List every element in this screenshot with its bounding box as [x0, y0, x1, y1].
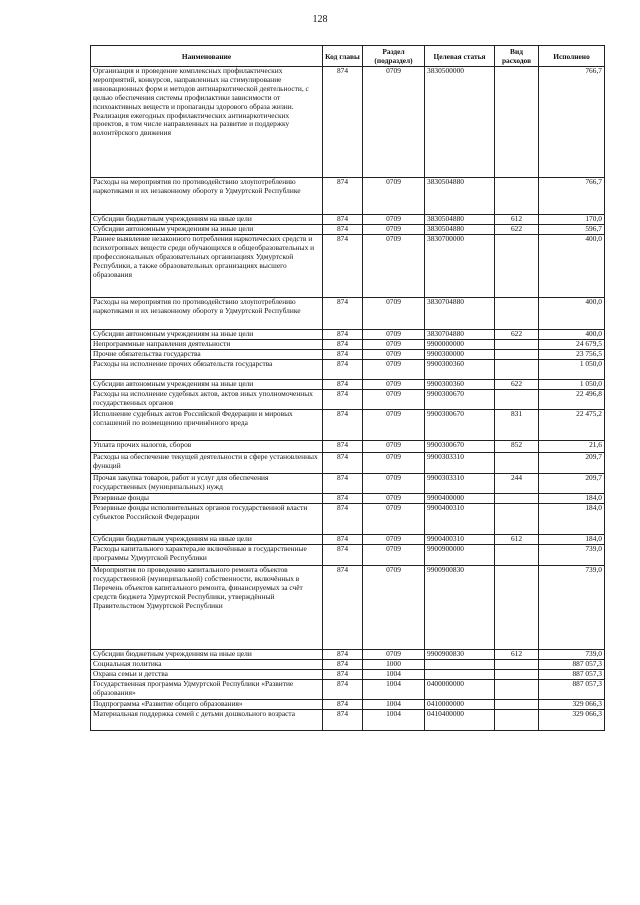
- row-article-cell: 3830704880: [425, 330, 495, 340]
- row-name-cell: Прочая закупка товаров, работ и услуг для обеспечения государственных (муниципальных) нужд: [91, 474, 323, 494]
- row-kind-cell: [495, 680, 539, 700]
- row-kind-cell: 244: [495, 474, 539, 494]
- row-section-cell: 0709: [363, 545, 425, 566]
- row-article-cell: 9900300360: [425, 360, 495, 380]
- row-amount-cell: 24 679,5: [539, 340, 605, 350]
- table-row: [91, 178, 605, 215]
- row-section-cell: 0709: [363, 298, 425, 330]
- row-code-cell: 874: [323, 700, 363, 710]
- row-article-cell: 9900900000: [425, 545, 495, 566]
- row-article-cell: 9900300670: [425, 390, 495, 410]
- table-row: [91, 670, 605, 680]
- row-name-cell: Субсидии автономным учреждениям на иные цели: [91, 225, 323, 235]
- row-kind-cell: [495, 235, 539, 298]
- row-name-cell: Социальная политика: [91, 660, 323, 670]
- row-section-cell: 0709: [363, 441, 425, 453]
- table-row: [91, 710, 605, 731]
- row-amount-cell: 170,0: [539, 215, 605, 225]
- row-code-cell: 874: [323, 535, 363, 545]
- table-row: [91, 474, 605, 494]
- row-article-cell: 3830704880: [425, 298, 495, 330]
- row-kind-cell: [495, 504, 539, 535]
- table-row: [91, 225, 605, 235]
- table-body: [91, 67, 605, 731]
- row-amount-cell: 887 057,3: [539, 680, 605, 700]
- row-code-cell: 874: [323, 225, 363, 235]
- row-code-cell: 874: [323, 566, 363, 650]
- row-amount-cell: 209,7: [539, 474, 605, 494]
- row-amount-cell: 400,0: [539, 235, 605, 298]
- row-amount-cell: 1 050,0: [539, 360, 605, 380]
- table-row: [91, 441, 605, 453]
- row-section-cell: 0709: [363, 340, 425, 350]
- table-row: [91, 453, 605, 474]
- row-article-cell: [425, 660, 495, 670]
- row-code-cell: 874: [323, 215, 363, 225]
- row-amount-cell: 329 066,3: [539, 710, 605, 731]
- row-article-cell: [425, 670, 495, 680]
- table-row: [91, 545, 605, 566]
- row-name-cell: Расходы на мероприятия по противодействию злоупотреблению наркотиками и их незаконному обороту в Удмуртской Республике: [91, 178, 323, 215]
- row-kind-cell: [495, 350, 539, 360]
- row-section-cell: 0709: [363, 235, 425, 298]
- row-amount-cell: 596,7: [539, 225, 605, 235]
- row-amount-cell: 766,7: [539, 178, 605, 215]
- row-name-cell: Субсидии автономным учреждениям на иные цели: [91, 330, 323, 340]
- row-code-cell: 874: [323, 298, 363, 330]
- row-article-cell: 3830504880: [425, 178, 495, 215]
- row-article-cell: 9900303310: [425, 474, 495, 494]
- row-amount-cell: 184,0: [539, 504, 605, 535]
- table-row: [91, 535, 605, 545]
- row-amount-cell: 739,0: [539, 650, 605, 660]
- header-code: Код главы: [323, 46, 363, 67]
- row-kind-cell: 622: [495, 225, 539, 235]
- row-name-cell: Субсидии бюджетным учреждениям на иные цели: [91, 215, 323, 225]
- row-article-cell: 9900300000: [425, 350, 495, 360]
- row-article-cell: 9900300670: [425, 441, 495, 453]
- row-section-cell: 0709: [363, 360, 425, 380]
- row-code-cell: 874: [323, 650, 363, 660]
- row-kind-cell: [495, 545, 539, 566]
- row-section-cell: 0709: [363, 67, 425, 178]
- row-kind-cell: 612: [495, 215, 539, 225]
- row-name-cell: Мероприятия по проведению капитального ремонта объектов государственной (муниципальной) собственности, включённых в Перечень объектов капитального ремонта, финансируемых за счёт средств бюджета Удмуртской Республики, утверждённый Правительством Удмуртской Республики: [91, 566, 323, 650]
- row-kind-cell: [495, 453, 539, 474]
- row-amount-cell: 1 050,0: [539, 380, 605, 390]
- row-code-cell: 874: [323, 330, 363, 340]
- row-code-cell: 874: [323, 504, 363, 535]
- row-kind-cell: 852: [495, 441, 539, 453]
- row-amount-cell: 739,0: [539, 566, 605, 650]
- row-article-cell: 9900000000: [425, 340, 495, 350]
- row-kind-cell: 612: [495, 535, 539, 545]
- table-row: [91, 298, 605, 330]
- row-kind-cell: 831: [495, 410, 539, 441]
- row-name-cell: Субсидии бюджетным учреждениям на иные цели: [91, 535, 323, 545]
- row-article-cell: 3830504880: [425, 215, 495, 225]
- row-article-cell: 9900900830: [425, 566, 495, 650]
- row-name-cell: Материальная поддержка семей с детьми дошкольного возраста: [91, 710, 323, 731]
- row-article-cell: 9900303310: [425, 453, 495, 474]
- row-amount-cell: 887 057,3: [539, 670, 605, 680]
- table-row: [91, 566, 605, 650]
- row-code-cell: 874: [323, 474, 363, 494]
- row-article-cell: 0410400000: [425, 710, 495, 731]
- budget-table: [90, 45, 605, 731]
- header-section: Раздел (подраздел): [363, 46, 425, 67]
- header-amount: Исполнено: [539, 46, 605, 67]
- row-code-cell: 874: [323, 235, 363, 298]
- table-row: [91, 504, 605, 535]
- table-row: [91, 360, 605, 380]
- row-kind-cell: [495, 390, 539, 410]
- row-name-cell: Исполнение судебных актов Российской Федерации и мировых соглашений по возмещению причинённого вреда: [91, 410, 323, 441]
- row-code-cell: 874: [323, 380, 363, 390]
- row-code-cell: 874: [323, 390, 363, 410]
- row-kind-cell: 612: [495, 650, 539, 660]
- row-section-cell: 0709: [363, 650, 425, 660]
- row-section-cell: 1000: [363, 660, 425, 670]
- row-amount-cell: 209,7: [539, 453, 605, 474]
- row-code-cell: 874: [323, 350, 363, 360]
- row-section-cell: 0709: [363, 390, 425, 410]
- row-section-cell: 0709: [363, 494, 425, 504]
- row-kind-cell: 622: [495, 330, 539, 340]
- row-name-cell: Расходы капитального характера,не включённые в государственные программы Удмуртской Республики: [91, 545, 323, 566]
- row-section-cell: 1004: [363, 680, 425, 700]
- row-kind-cell: [495, 710, 539, 731]
- row-code-cell: 874: [323, 660, 363, 670]
- row-name-cell: Расходы на исполнение прочих обязательств государства: [91, 360, 323, 380]
- table-row: [91, 410, 605, 441]
- row-article-cell: 9900900830: [425, 650, 495, 660]
- row-section-cell: 0709: [363, 350, 425, 360]
- row-amount-cell: 400,0: [539, 298, 605, 330]
- table-row: [91, 650, 605, 660]
- row-article-cell: 9900400310: [425, 535, 495, 545]
- row-kind-cell: [495, 700, 539, 710]
- row-article-cell: 9900300360: [425, 380, 495, 390]
- table-row: [91, 494, 605, 504]
- table-row: [91, 380, 605, 390]
- row-name-cell: Государственная программа Удмуртской Республики «Развитие образования»: [91, 680, 323, 700]
- row-section-cell: 1004: [363, 700, 425, 710]
- row-section-cell: 0709: [363, 410, 425, 441]
- table-row: [91, 660, 605, 670]
- row-code-cell: 874: [323, 680, 363, 700]
- row-name-cell: Охрана семьи и детства: [91, 670, 323, 680]
- table-row: [91, 390, 605, 410]
- row-article-cell: 3830500000: [425, 67, 495, 178]
- row-kind-cell: [495, 340, 539, 350]
- header-article: Целевая статья: [425, 46, 495, 67]
- row-section-cell: 0709: [363, 453, 425, 474]
- row-code-cell: 874: [323, 178, 363, 215]
- row-name-cell: Расходы на мероприятия по противодействию злоупотреблению наркотиками и их незаконному обороту в Удмуртской Республике: [91, 298, 323, 330]
- row-name-cell: Резервные фонды: [91, 494, 323, 504]
- row-kind-cell: [495, 67, 539, 178]
- row-kind-cell: [495, 178, 539, 215]
- row-code-cell: 874: [323, 410, 363, 441]
- table-row: [91, 340, 605, 350]
- row-code-cell: 874: [323, 67, 363, 178]
- row-code-cell: 874: [323, 494, 363, 504]
- row-article-cell: 0400000000: [425, 680, 495, 700]
- row-code-cell: 874: [323, 340, 363, 350]
- row-section-cell: 1004: [363, 710, 425, 731]
- row-name-cell: Расходы на обеспечение текущей деятельности в сфере установленных функций: [91, 453, 323, 474]
- row-name-cell: Резервные фонды исполнительных органов государственной власти субъектов Российской Федерации: [91, 504, 323, 535]
- row-kind-cell: [495, 660, 539, 670]
- table-row: [91, 330, 605, 340]
- row-amount-cell: 766,7: [539, 67, 605, 178]
- row-code-cell: 874: [323, 670, 363, 680]
- page-number: 128: [312, 14, 328, 25]
- row-amount-cell: 184,0: [539, 535, 605, 545]
- row-name-cell: Раннее выявление незаконного потребления наркотических средств и психотропных веществ среди обучающихся в общеобразовательных и профессиональных образовательных организациях Удмуртской Республики, а также образовательных организациях высшего образования: [91, 235, 323, 298]
- row-name-cell: Подпрограмма «Развитие общего образования»: [91, 700, 323, 710]
- header-name: Наименование: [91, 46, 323, 67]
- row-name-cell: Прочие обязательства государства: [91, 350, 323, 360]
- row-article-cell: 0410000000: [425, 700, 495, 710]
- row-article-cell: 9900400000: [425, 494, 495, 504]
- table-row: [91, 350, 605, 360]
- row-code-cell: 874: [323, 441, 363, 453]
- row-section-cell: 0709: [363, 178, 425, 215]
- row-section-cell: 0709: [363, 215, 425, 225]
- table-row: [91, 700, 605, 710]
- row-amount-cell: 21,6: [539, 441, 605, 453]
- row-amount-cell: 329 066,3: [539, 700, 605, 710]
- row-amount-cell: 22 496,8: [539, 390, 605, 410]
- row-name-cell: Расходы на исполнение судебных актов, актов иных уполномоченных государственных органов: [91, 390, 323, 410]
- table-header-row: [91, 46, 605, 67]
- row-section-cell: 0709: [363, 566, 425, 650]
- row-section-cell: 1004: [363, 670, 425, 680]
- table-row: [91, 680, 605, 700]
- row-kind-cell: [495, 670, 539, 680]
- row-article-cell: 3830504880: [425, 225, 495, 235]
- row-code-cell: 874: [323, 360, 363, 380]
- row-amount-cell: 739,0: [539, 545, 605, 566]
- row-amount-cell: 22 475,2: [539, 410, 605, 441]
- row-amount-cell: 184,0: [539, 494, 605, 504]
- row-name-cell: Организация и проведение комплексных профилактических мероприятий, конкурсов, направленных на стимулирование инновационных форм и методов антинаркотической деятельности, с целью обеспечения системы профилактики зависимости от психоактивных веществ и пропаганды здорового образа жизни. Реализация ежегодных профилактических антинаркотических проектов, в том числе направленных на развитие и поддержку волонтёрского движения: [91, 67, 323, 178]
- row-kind-cell: [495, 360, 539, 380]
- row-section-cell: 0709: [363, 504, 425, 535]
- row-kind-cell: 622: [495, 380, 539, 390]
- row-code-cell: 874: [323, 453, 363, 474]
- row-name-cell: Субсидии автономным учреждениям на иные цели: [91, 380, 323, 390]
- row-section-cell: 0709: [363, 330, 425, 340]
- row-article-cell: 3830700000: [425, 235, 495, 298]
- row-code-cell: 874: [323, 710, 363, 731]
- row-amount-cell: 23 756,5: [539, 350, 605, 360]
- row-amount-cell: 400,0: [539, 330, 605, 340]
- row-code-cell: 874: [323, 545, 363, 566]
- row-kind-cell: [495, 566, 539, 650]
- table-row: [91, 215, 605, 225]
- row-section-cell: 0709: [363, 474, 425, 494]
- table-row: [91, 235, 605, 298]
- row-article-cell: 9900300670: [425, 410, 495, 441]
- row-kind-cell: [495, 298, 539, 330]
- row-section-cell: 0709: [363, 380, 425, 390]
- row-amount-cell: 887 057,3: [539, 660, 605, 670]
- row-kind-cell: [495, 494, 539, 504]
- row-section-cell: 0709: [363, 535, 425, 545]
- row-name-cell: Уплата прочих налогов, сборов: [91, 441, 323, 453]
- row-name-cell: Субсидии бюджетным учреждениям на иные цели: [91, 650, 323, 660]
- table-row: [91, 67, 605, 178]
- header-kind: Вид расходов: [495, 46, 539, 67]
- row-name-cell: Непрограммные направления деятельности: [91, 340, 323, 350]
- row-article-cell: 9900400310: [425, 504, 495, 535]
- row-section-cell: 0709: [363, 225, 425, 235]
